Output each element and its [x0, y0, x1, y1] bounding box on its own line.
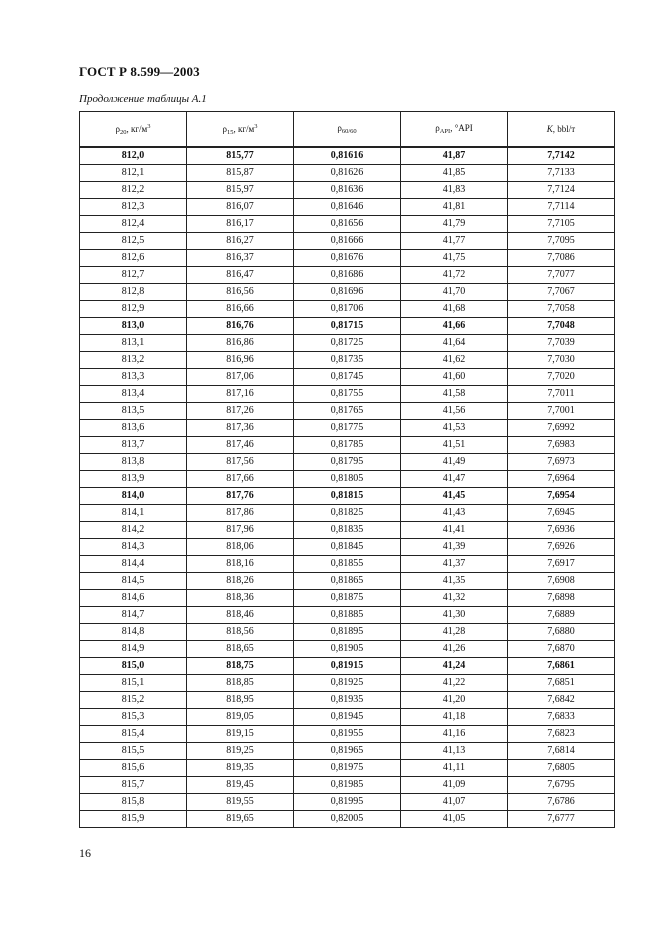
table-row: [80, 147, 615, 165]
rho20-cell: 813,1: [80, 335, 187, 352]
rho60-60-cell: 0,81735: [294, 352, 401, 369]
rho60-60-cell: 0,81915: [294, 658, 401, 675]
rho-api-cell: 41,83: [401, 182, 508, 199]
table-row: [80, 420, 615, 437]
table-row: [80, 675, 615, 692]
k-cell: 7,6833: [508, 709, 615, 726]
header-subscript: 20: [119, 128, 127, 136]
rho15-cell: 819,35: [187, 760, 294, 777]
rho60-60-cell: 0,81785: [294, 437, 401, 454]
rho-api-cell: 41,87: [401, 147, 508, 165]
k-cell: 7,7020: [508, 369, 615, 386]
rho20-cell: 814,2: [80, 522, 187, 539]
k-cell: 7,6964: [508, 471, 615, 488]
rho20-cell: 813,2: [80, 352, 187, 369]
k-cell: 7,7133: [508, 165, 615, 182]
rho15-cell: 817,26: [187, 403, 294, 420]
table-row: [80, 556, 615, 573]
rho20-cell: 815,0: [80, 658, 187, 675]
table-row: [80, 233, 615, 250]
rho20-cell: 813,4: [80, 386, 187, 403]
rho20-cell: 813,3: [80, 369, 187, 386]
rho20-cell: 813,7: [80, 437, 187, 454]
rho-api-cell: 41,81: [401, 199, 508, 216]
k-cell: 7,6983: [508, 437, 615, 454]
rho20-cell: 813,9: [80, 471, 187, 488]
rho-api-cell: 41,24: [401, 658, 508, 675]
rho20-cell: 813,5: [80, 403, 187, 420]
k-cell: 7,6880: [508, 624, 615, 641]
rho20-cell: 812,5: [80, 233, 187, 250]
rho60-60-cell: 0,81865: [294, 573, 401, 590]
k-cell: 7,6898: [508, 590, 615, 607]
rho60-60-cell: 0,81955: [294, 726, 401, 743]
rho60-60-cell: 0,81965: [294, 743, 401, 760]
table-row: [80, 692, 615, 709]
rho60-60-cell: 0,81725: [294, 335, 401, 352]
rho60-60-cell: 0,81945: [294, 709, 401, 726]
rho-api-cell: 41,43: [401, 505, 508, 522]
rho20-cell: 815,2: [80, 692, 187, 709]
k-cell: 7,7142: [508, 147, 615, 165]
k-cell: 7,7124: [508, 182, 615, 199]
rho60-60-cell: 0,81875: [294, 590, 401, 607]
header-symbol: ρ: [337, 123, 342, 133]
rho15-cell: 819,15: [187, 726, 294, 743]
rho15-cell: 818,06: [187, 539, 294, 556]
table-row: [80, 658, 615, 675]
rho15-cell: 817,66: [187, 471, 294, 488]
rho15-cell: 817,36: [187, 420, 294, 437]
k-cell: 7,7067: [508, 284, 615, 301]
table-row: [80, 573, 615, 590]
table-row: [80, 454, 615, 471]
rho60-60-cell: 0,81626: [294, 165, 401, 182]
table-row: [80, 250, 615, 267]
rho-api-cell: 41,45: [401, 488, 508, 505]
table-row: [80, 267, 615, 284]
k-cell: 7,6777: [508, 811, 615, 828]
column-header-k: [508, 112, 615, 148]
header-row: [80, 112, 615, 148]
rho15-cell: 818,75: [187, 658, 294, 675]
rho60-60-cell: 0,81616: [294, 147, 401, 165]
header-symbol: ρ: [222, 123, 227, 134]
rho20-cell: 815,7: [80, 777, 187, 794]
rho20-cell: 815,5: [80, 743, 187, 760]
rho20-cell: 815,4: [80, 726, 187, 743]
rho-api-cell: 41,41: [401, 522, 508, 539]
rho15-cell: 816,96: [187, 352, 294, 369]
table-row: [80, 709, 615, 726]
rho15-cell: 817,96: [187, 522, 294, 539]
rho20-cell: 812,3: [80, 199, 187, 216]
table-row: [80, 301, 615, 318]
table-row: [80, 590, 615, 607]
rho60-60-cell: 0,81656: [294, 216, 401, 233]
rho-api-cell: 41,47: [401, 471, 508, 488]
k-cell: 7,6786: [508, 794, 615, 811]
header-subscript: API: [439, 128, 451, 135]
column-header-rho-api: [401, 112, 508, 148]
rho-api-cell: 41,22: [401, 675, 508, 692]
k-cell: 7,7058: [508, 301, 615, 318]
rho15-cell: 816,66: [187, 301, 294, 318]
rho-api-cell: 41,20: [401, 692, 508, 709]
rho15-cell: 818,95: [187, 692, 294, 709]
k-cell: 7,6861: [508, 658, 615, 675]
table-row: [80, 352, 615, 369]
rho20-cell: 812,8: [80, 284, 187, 301]
rho-api-cell: 41,11: [401, 760, 508, 777]
table-row: [80, 641, 615, 658]
k-cell: 7,6973: [508, 454, 615, 471]
rho15-cell: 819,65: [187, 811, 294, 828]
table-body: [80, 147, 615, 828]
table-row: [80, 794, 615, 811]
rho20-cell: 812,2: [80, 182, 187, 199]
rho15-cell: 816,47: [187, 267, 294, 284]
table-row: [80, 437, 615, 454]
header-superscript: 3: [254, 122, 258, 130]
rho60-60-cell: 0,81975: [294, 760, 401, 777]
table-row: [80, 607, 615, 624]
table-row: [80, 760, 615, 777]
rho15-cell: 815,97: [187, 182, 294, 199]
table-row: [80, 318, 615, 335]
table-row: [80, 165, 615, 182]
rho-api-cell: 41,37: [401, 556, 508, 573]
rho20-cell: 814,1: [80, 505, 187, 522]
rho20-cell: 815,3: [80, 709, 187, 726]
rho-api-cell: 41,32: [401, 590, 508, 607]
table-row: [80, 522, 615, 539]
rho-api-cell: 41,72: [401, 267, 508, 284]
rho-api-cell: 41,70: [401, 284, 508, 301]
header-symbol: ρ: [115, 123, 120, 134]
table-header: [80, 112, 615, 148]
rho-api-cell: 41,35: [401, 573, 508, 590]
rho-api-cell: 41,56: [401, 403, 508, 420]
rho15-cell: 818,26: [187, 573, 294, 590]
k-cell: 7,6851: [508, 675, 615, 692]
rho15-cell: 817,56: [187, 454, 294, 471]
rho-api-cell: 41,75: [401, 250, 508, 267]
rho20-cell: 813,6: [80, 420, 187, 437]
rho20-cell: 814,7: [80, 607, 187, 624]
k-cell: 7,6814: [508, 743, 615, 760]
rho60-60-cell: 0,81636: [294, 182, 401, 199]
rho15-cell: 817,76: [187, 488, 294, 505]
rho60-60-cell: 0,81706: [294, 301, 401, 318]
rho15-cell: 817,16: [187, 386, 294, 403]
rho60-60-cell: 0,81686: [294, 267, 401, 284]
rho15-cell: 818,36: [187, 590, 294, 607]
rho15-cell: 816,37: [187, 250, 294, 267]
k-cell: 7,6926: [508, 539, 615, 556]
rho60-60-cell: 0,81666: [294, 233, 401, 250]
table-row: [80, 811, 615, 828]
rho20-cell: 814,8: [80, 624, 187, 641]
rho60-60-cell: 0,81935: [294, 692, 401, 709]
rho60-60-cell: 0,81985: [294, 777, 401, 794]
table-caption: Продолжение таблицы А.1: [79, 93, 207, 105]
rho20-cell: 812,7: [80, 267, 187, 284]
rho20-cell: 815,8: [80, 794, 187, 811]
rho15-cell: 815,87: [187, 165, 294, 182]
rho-api-cell: 41,85: [401, 165, 508, 182]
rho-api-cell: 41,39: [401, 539, 508, 556]
rho20-cell: 814,3: [80, 539, 187, 556]
table-row: [80, 369, 615, 386]
rho20-cell: 813,0: [80, 318, 187, 335]
rho60-60-cell: 0,81646: [294, 199, 401, 216]
rho-api-cell: 41,09: [401, 777, 508, 794]
k-cell: 7,7114: [508, 199, 615, 216]
rho-api-cell: 41,13: [401, 743, 508, 760]
column-header-rho60-60: [294, 112, 401, 148]
rho-api-cell: 41,60: [401, 369, 508, 386]
k-cell: 7,7105: [508, 216, 615, 233]
table-row: [80, 488, 615, 505]
header-unit: , кг/м: [233, 123, 255, 134]
rho-api-cell: 41,58: [401, 386, 508, 403]
rho60-60-cell: 0,81925: [294, 675, 401, 692]
header-unit: , °API: [450, 123, 473, 133]
rho15-cell: 816,56: [187, 284, 294, 301]
rho20-cell: 815,6: [80, 760, 187, 777]
rho-api-cell: 41,62: [401, 352, 508, 369]
table-row: [80, 335, 615, 352]
rho60-60-cell: 0,81855: [294, 556, 401, 573]
header-subscript: 15: [226, 128, 234, 136]
rho-api-cell: 41,79: [401, 216, 508, 233]
document-header: ГОСТ Р 8.599—2003: [79, 64, 200, 79]
rho15-cell: 817,46: [187, 437, 294, 454]
k-cell: 7,6870: [508, 641, 615, 658]
rho-api-cell: 41,68: [401, 301, 508, 318]
k-cell: 7,6842: [508, 692, 615, 709]
rho-api-cell: 41,77: [401, 233, 508, 250]
k-cell: 7,7011: [508, 386, 615, 403]
header-unit: , кг/м: [126, 123, 148, 134]
rho-api-cell: 41,26: [401, 641, 508, 658]
rho15-cell: 816,07: [187, 199, 294, 216]
k-cell: 7,7039: [508, 335, 615, 352]
header-unit: , bbl/т: [552, 124, 576, 134]
table-row: [80, 505, 615, 522]
k-cell: 7,6805: [508, 760, 615, 777]
column-header-rho15: [187, 112, 294, 148]
page-number: 16: [79, 846, 91, 860]
k-cell: 7,6795: [508, 777, 615, 794]
rho15-cell: 819,55: [187, 794, 294, 811]
k-cell: 7,7095: [508, 233, 615, 250]
rho15-cell: 816,17: [187, 216, 294, 233]
table-row: [80, 726, 615, 743]
table-row: [80, 386, 615, 403]
rho-api-cell: 41,30: [401, 607, 508, 624]
rho15-cell: 815,77: [187, 147, 294, 165]
table-row: [80, 182, 615, 199]
rho60-60-cell: 0,81815: [294, 488, 401, 505]
k-cell: 7,7077: [508, 267, 615, 284]
k-cell: 7,6936: [508, 522, 615, 539]
rho15-cell: 816,76: [187, 318, 294, 335]
table-row: [80, 743, 615, 760]
rho15-cell: 817,86: [187, 505, 294, 522]
k-cell: 7,6992: [508, 420, 615, 437]
rho15-cell: 817,06: [187, 369, 294, 386]
rho20-cell: 814,9: [80, 641, 187, 658]
rho15-cell: 818,65: [187, 641, 294, 658]
rho60-60-cell: 0,81676: [294, 250, 401, 267]
k-cell: 7,6945: [508, 505, 615, 522]
rho-api-cell: 41,28: [401, 624, 508, 641]
rho-api-cell: 41,07: [401, 794, 508, 811]
header-subscript: 60/60: [341, 128, 357, 135]
rho-api-cell: 41,66: [401, 318, 508, 335]
rho60-60-cell: 0,81885: [294, 607, 401, 624]
rho15-cell: 819,05: [187, 709, 294, 726]
table-row: [80, 471, 615, 488]
k-cell: 7,6917: [508, 556, 615, 573]
rho20-cell: 814,5: [80, 573, 187, 590]
rho15-cell: 819,45: [187, 777, 294, 794]
rho60-60-cell: 0,81775: [294, 420, 401, 437]
k-cell: 7,7048: [508, 318, 615, 335]
table-row: [80, 403, 615, 420]
rho60-60-cell: 0,82005: [294, 811, 401, 828]
rho20-cell: 814,0: [80, 488, 187, 505]
rho60-60-cell: 0,81845: [294, 539, 401, 556]
rho-api-cell: 41,49: [401, 454, 508, 471]
rho15-cell: 818,56: [187, 624, 294, 641]
rho60-60-cell: 0,81905: [294, 641, 401, 658]
rho-api-cell: 41,64: [401, 335, 508, 352]
k-cell: 7,7001: [508, 403, 615, 420]
table-row: [80, 199, 615, 216]
rho15-cell: 816,86: [187, 335, 294, 352]
k-cell: 7,7086: [508, 250, 615, 267]
rho-api-cell: 41,51: [401, 437, 508, 454]
rho-api-cell: 41,53: [401, 420, 508, 437]
rho15-cell: 818,85: [187, 675, 294, 692]
rho60-60-cell: 0,81765: [294, 403, 401, 420]
rho20-cell: 813,8: [80, 454, 187, 471]
rho60-60-cell: 0,81825: [294, 505, 401, 522]
header-superscript: 3: [147, 122, 151, 130]
table-row: [80, 539, 615, 556]
header-symbol: ρ: [435, 123, 440, 133]
data-table: [79, 111, 615, 828]
rho15-cell: 819,25: [187, 743, 294, 760]
rho15-cell: 818,46: [187, 607, 294, 624]
rho60-60-cell: 0,81835: [294, 522, 401, 539]
rho-api-cell: 41,16: [401, 726, 508, 743]
rho60-60-cell: 0,81895: [294, 624, 401, 641]
rho15-cell: 816,27: [187, 233, 294, 250]
rho-api-cell: 41,18: [401, 709, 508, 726]
rho60-60-cell: 0,81715: [294, 318, 401, 335]
rho-api-cell: 41,05: [401, 811, 508, 828]
rho15-cell: 818,16: [187, 556, 294, 573]
rho20-cell: 812,4: [80, 216, 187, 233]
rho20-cell: 815,1: [80, 675, 187, 692]
header-symbol: K: [546, 124, 553, 134]
table-row: [80, 624, 615, 641]
k-cell: 7,6889: [508, 607, 615, 624]
column-header-rho20: [80, 112, 187, 148]
k-cell: 7,6908: [508, 573, 615, 590]
rho60-60-cell: 0,81755: [294, 386, 401, 403]
table-row: [80, 216, 615, 233]
k-cell: 7,6823: [508, 726, 615, 743]
rho20-cell: 814,4: [80, 556, 187, 573]
k-cell: 7,6954: [508, 488, 615, 505]
rho60-60-cell: 0,81995: [294, 794, 401, 811]
rho60-60-cell: 0,81696: [294, 284, 401, 301]
rho20-cell: 812,1: [80, 165, 187, 182]
k-cell: 7,7030: [508, 352, 615, 369]
rho20-cell: 812,6: [80, 250, 187, 267]
table-row: [80, 777, 615, 794]
rho20-cell: 815,9: [80, 811, 187, 828]
rho20-cell: 812,0: [80, 147, 187, 165]
rho20-cell: 812,9: [80, 301, 187, 318]
table-row: [80, 284, 615, 301]
rho60-60-cell: 0,81795: [294, 454, 401, 471]
rho60-60-cell: 0,81805: [294, 471, 401, 488]
rho20-cell: 814,6: [80, 590, 187, 607]
rho60-60-cell: 0,81745: [294, 369, 401, 386]
